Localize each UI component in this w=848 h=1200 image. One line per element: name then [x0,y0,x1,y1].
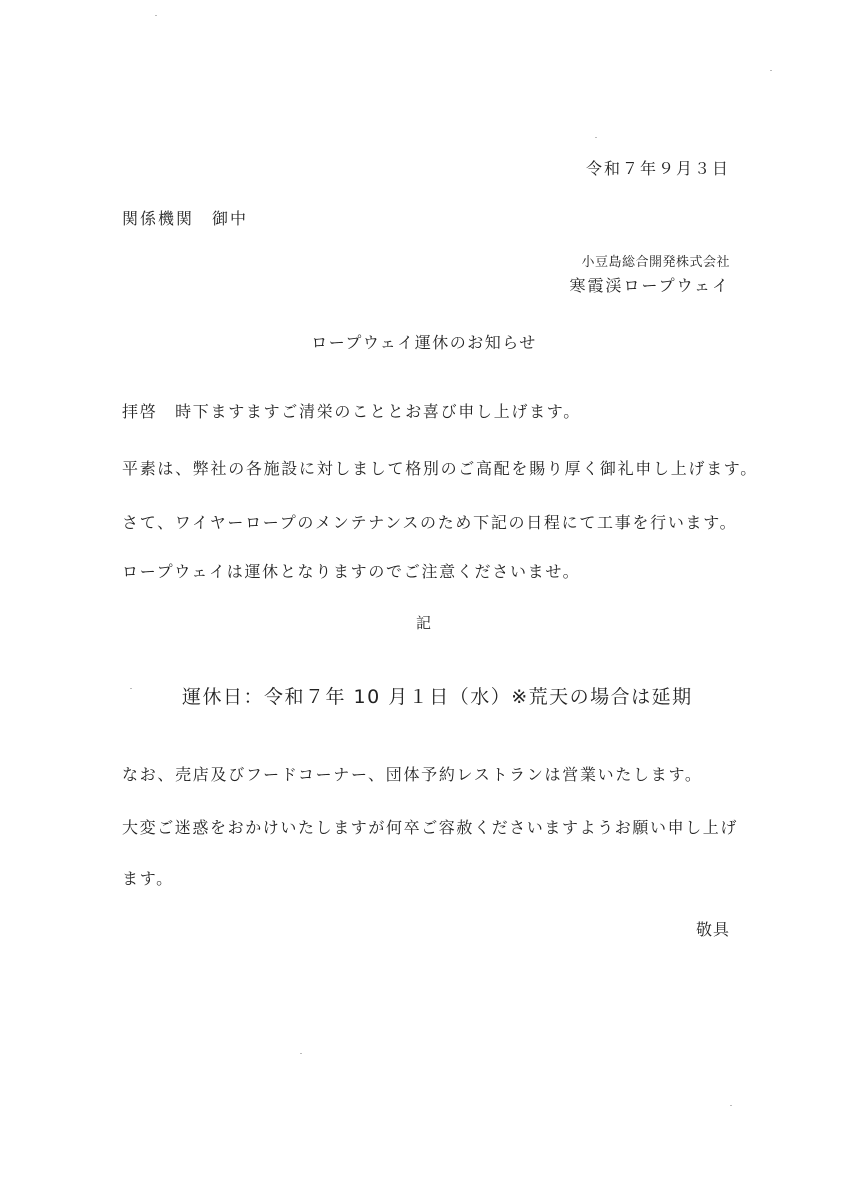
closure-date-notice: 運休日：令和７年 10 月１日（水）※荒天の場合は延期 [182,686,693,708]
ki-marker: 記 [415,614,432,632]
sender-company: 小豆島総合開発株式会社 [581,255,730,270]
paragraph-suspension: ロープウェイは運休となりますのでご注意くださいませ。 [122,562,581,581]
paragraph-apology: 大変ご迷惑をおかけいたしますが何卒ご容赦くださいますようお願い申し上げ [122,818,739,837]
scan-speck [300,1053,302,1054]
paragraph-maintenance: さて、ワイヤーロープのメンテナンスのため下記の日程にて工事を行います。 [122,513,738,532]
sender-department: 寒霞渓ロープウェイ [569,276,730,295]
paragraph-thanks: 平素は、弊社の各施設に対しまして格別のご高配を賜り厚く御礼申し上げます。 [122,459,758,478]
paragraph-shops-open: なお、売店及びフードコーナー、団体予約レストランは営業いたします。 [122,765,703,784]
recipient: 関係機関 御中 [122,209,249,228]
closing-keigu: 敬具 [695,920,730,939]
paragraph-apology-continued: ます。 [122,869,174,888]
scan-speck [595,137,597,138]
letter-date: 令和７年９月３日 [585,159,730,178]
scan-speck [155,15,157,16]
letter-title: ロープウェイ運休のお知らせ [311,333,537,352]
paragraph-greeting: 拝啓 時下ますますご清栄のこととお喜び申し上げます。 [122,402,581,421]
scan-speck [770,70,772,71]
scan-speck [730,1105,732,1106]
scan-speck [130,688,132,689]
